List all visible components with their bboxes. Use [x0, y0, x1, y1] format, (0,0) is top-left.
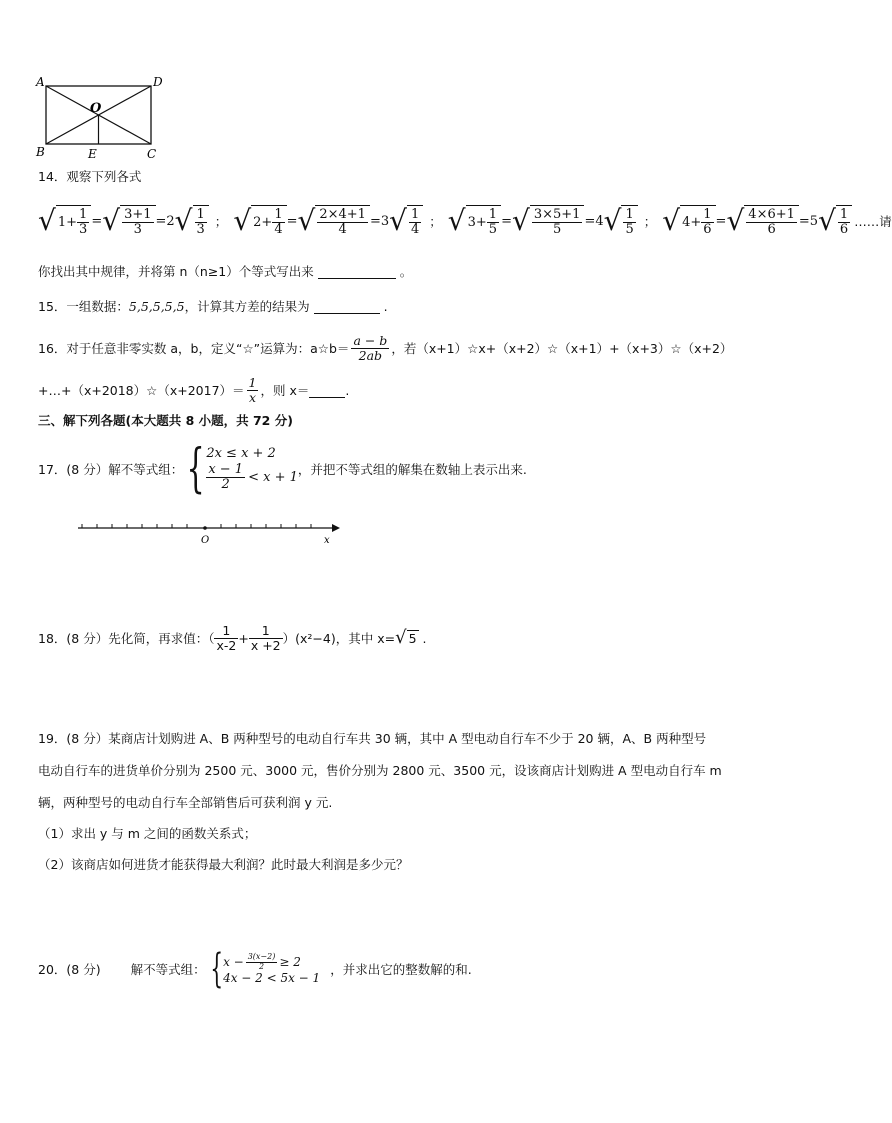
answer-blank[interactable]: [309, 383, 345, 398]
system-brace: {: [209, 946, 223, 992]
rectangle-figure: [34, 74, 174, 162]
q15: 15．一组数据：5,5,5,5,5，计算其方差的结果为 .: [38, 299, 388, 314]
label-A: A: [36, 75, 45, 89]
q19-sub2: （2）该商店如何进货才能获得最大利润？此时最大利润是多少元？: [38, 857, 409, 872]
q19-line2: 电动自行车的进货单价分别为 2500 元、3000 元，售价分别为 2800 元、3500 元，设该商店计划购进 A 型电动自行车 m: [38, 763, 722, 778]
origin-label: O: [201, 535, 210, 546]
q14-line2: 你找出其中规律，并将第 n（n≥1）个等式写出来 。: [38, 264, 413, 279]
q19-sub1: （1）求出 y 与 m 之间的函数关系式；: [38, 826, 257, 841]
q16-line2: +…+（x+2018）☆（x+2017）＝ $\frac{1}{x}$ ，则 x＝ .: [38, 375, 350, 405]
q18: 18．(8 分）先化简，再求值：（ $\frac{1}{x-2}$ + $\frac{1}{x +2}$ ）(x²−4)，其中 x= √ 5 .: [38, 623, 427, 653]
number-line: [74, 518, 344, 548]
q14-title: 14．观察下列各式: [38, 169, 142, 184]
q19-line1: 19．(8 分）某商店计划购进 A、B 两种型号的电动自行车共 30 辆，其中 A 型电动自行车不少于 20 辆，A、B 两种型号: [38, 731, 707, 746]
section-heading: 三、解下列各题(本大题共 8 小题，共 72 分): [38, 413, 293, 428]
q17: 17．(8 分）解不等式组： { 2x ≤ x + 2 $\frac{x - 1}{2}$ < x + 1 ，并把不等式组的解集在数轴上表示出来.: [38, 439, 527, 499]
sqrt-symbol: √: [38, 204, 56, 237]
axis-x-label: x: [324, 535, 330, 546]
label-D: D: [153, 75, 163, 89]
label-O: O: [90, 101, 102, 116]
label-E: E: [88, 147, 97, 161]
q20: 20．(8 分) 解不等式组： { x − $\frac{3(x-2)}{2}$ ≥ 2 4x − 2 < 5x − 1 ，并求出它的整数解的和.: [38, 946, 472, 992]
answer-blank[interactable]: [318, 264, 396, 279]
q14-term-3: √ 3+ $\frac{1}{5}$ = √ $\frac{3\times 5+1}{5}$ =4 √ $\frac{1}{5}$ ；: [447, 204, 657, 237]
q16-line1: 16．对于任意非零实数 a，b，定义“☆”运算为：a☆b＝ $\frac{a - b}{2ab}$ ，若（x+1）☆x+（x+2）☆（x+1）+（x+3）☆（x+2）: [38, 333, 733, 363]
q14-term-2: √ 2+ $\frac{1}{4}$ = √ $\frac{2\times 4+1}{4}$ =3 √ $\frac{1}{4}$ ；: [233, 204, 442, 237]
q14-term-1: √ 1 + $\frac{1}{3}$ = √ $\frac{3+1}{3}$ =2 √ $\frac{1}{3}$ ；: [38, 204, 228, 237]
q14-equations: [38, 196, 892, 246]
system-brace: {: [186, 439, 205, 499]
label-C: C: [147, 147, 157, 161]
answer-blank[interactable]: [314, 299, 380, 314]
label-B: B: [36, 145, 45, 159]
q14-term-4: √ 4+ $\frac{1}{6}$ = √ $\frac{4\times 6+1}{6}$ =5 √ $\frac{1}{6}$ ……请: [662, 204, 892, 237]
q19-line3: 辆，两种型号的电动自行车全部销售后可获利润 y 元.: [38, 795, 333, 810]
